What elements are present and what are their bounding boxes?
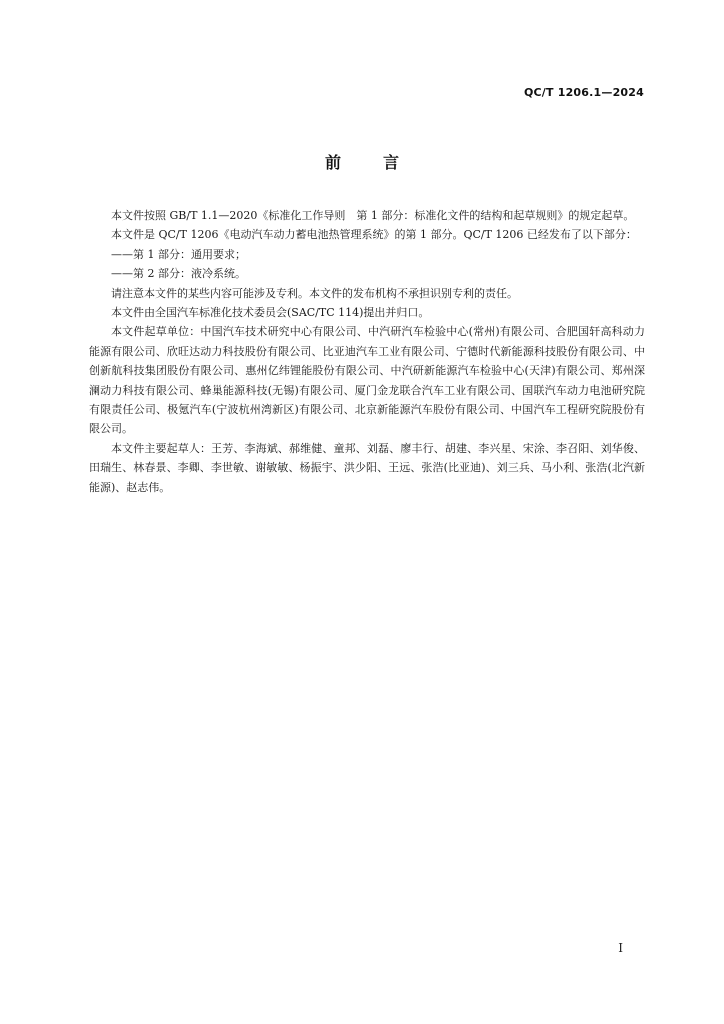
- paragraph-committee: 本文件由全国汽车标准化技术委员会(SAC/TC 114)提出并归口。: [111, 306, 430, 320]
- paragraph-part-info: 本文件是 QC/T 1206《电动汽车动力蓄电池热管理系统》的第 1 部分。QC/T 1206 已经发布了以下部分：: [111, 228, 637, 242]
- paragraph-drafters: 本文件主要起草人：王芳、李海斌、郝维健、童邦、刘磊、廖丰行、胡建、李兴星、宋涂、李召阳、刘华俊、田瑞生、林春景、李卿、李世敏、谢敏敏、杨振宇、洪少阳、王远、张浩(比亚迪)、刘三兵、马小利、张浩(北汽新能源)、赵志伟。: [89, 441, 645, 494]
- standard-code: QC/T 1206.1—2024: [523, 86, 644, 99]
- list-item-part-1: ——第 1 部分：通用要求；: [111, 247, 246, 261]
- paragraph-drafting-units: 本文件起草单位：中国汽车技术研究中心有限公司、中汽研汽车检验中心(常州)有限公司、合肥国轩高科动力能源有限公司、欣旺达动力科技股份有限公司、比亚迪汽车工业有限公司、宁德时代新能源科技股份有限公司、中创新航科技集团股份有限公司、惠州亿纬锂能股份有限公司、中汽研新能源汽车检验中心(天津)有限公司、郑州深澜动力科技有限公司、蜂巢能源科技(无锡)有限公司、厦门金龙联合汽车工业有限公司、国联汽车动力电池研究院有限责任公司、极氪汽车(宁波杭州湾新区)有限公司、北京新能源汽车股份有限公司、中国汽车工程研究院股份有限公司。: [89, 325, 645, 436]
- list-item-part-2: ——第 2 部分：液冷系统。: [111, 267, 246, 281]
- page-title: 前言: [324, 153, 441, 172]
- paragraph-drafting-rules: 本文件按照 GB/T 1.1—2020《标准化工作导则 第 1 部分：标准化文件的结构和起草规则》的规定起草。: [111, 209, 635, 222]
- paragraph-patent-notice: 请注意本文件的某些内容可能涉及专利。本文件的发布机构不承担识别专利的责任。: [111, 286, 518, 300]
- page-number: I: [618, 941, 623, 955]
- foreword-body: [89, 206, 645, 497]
